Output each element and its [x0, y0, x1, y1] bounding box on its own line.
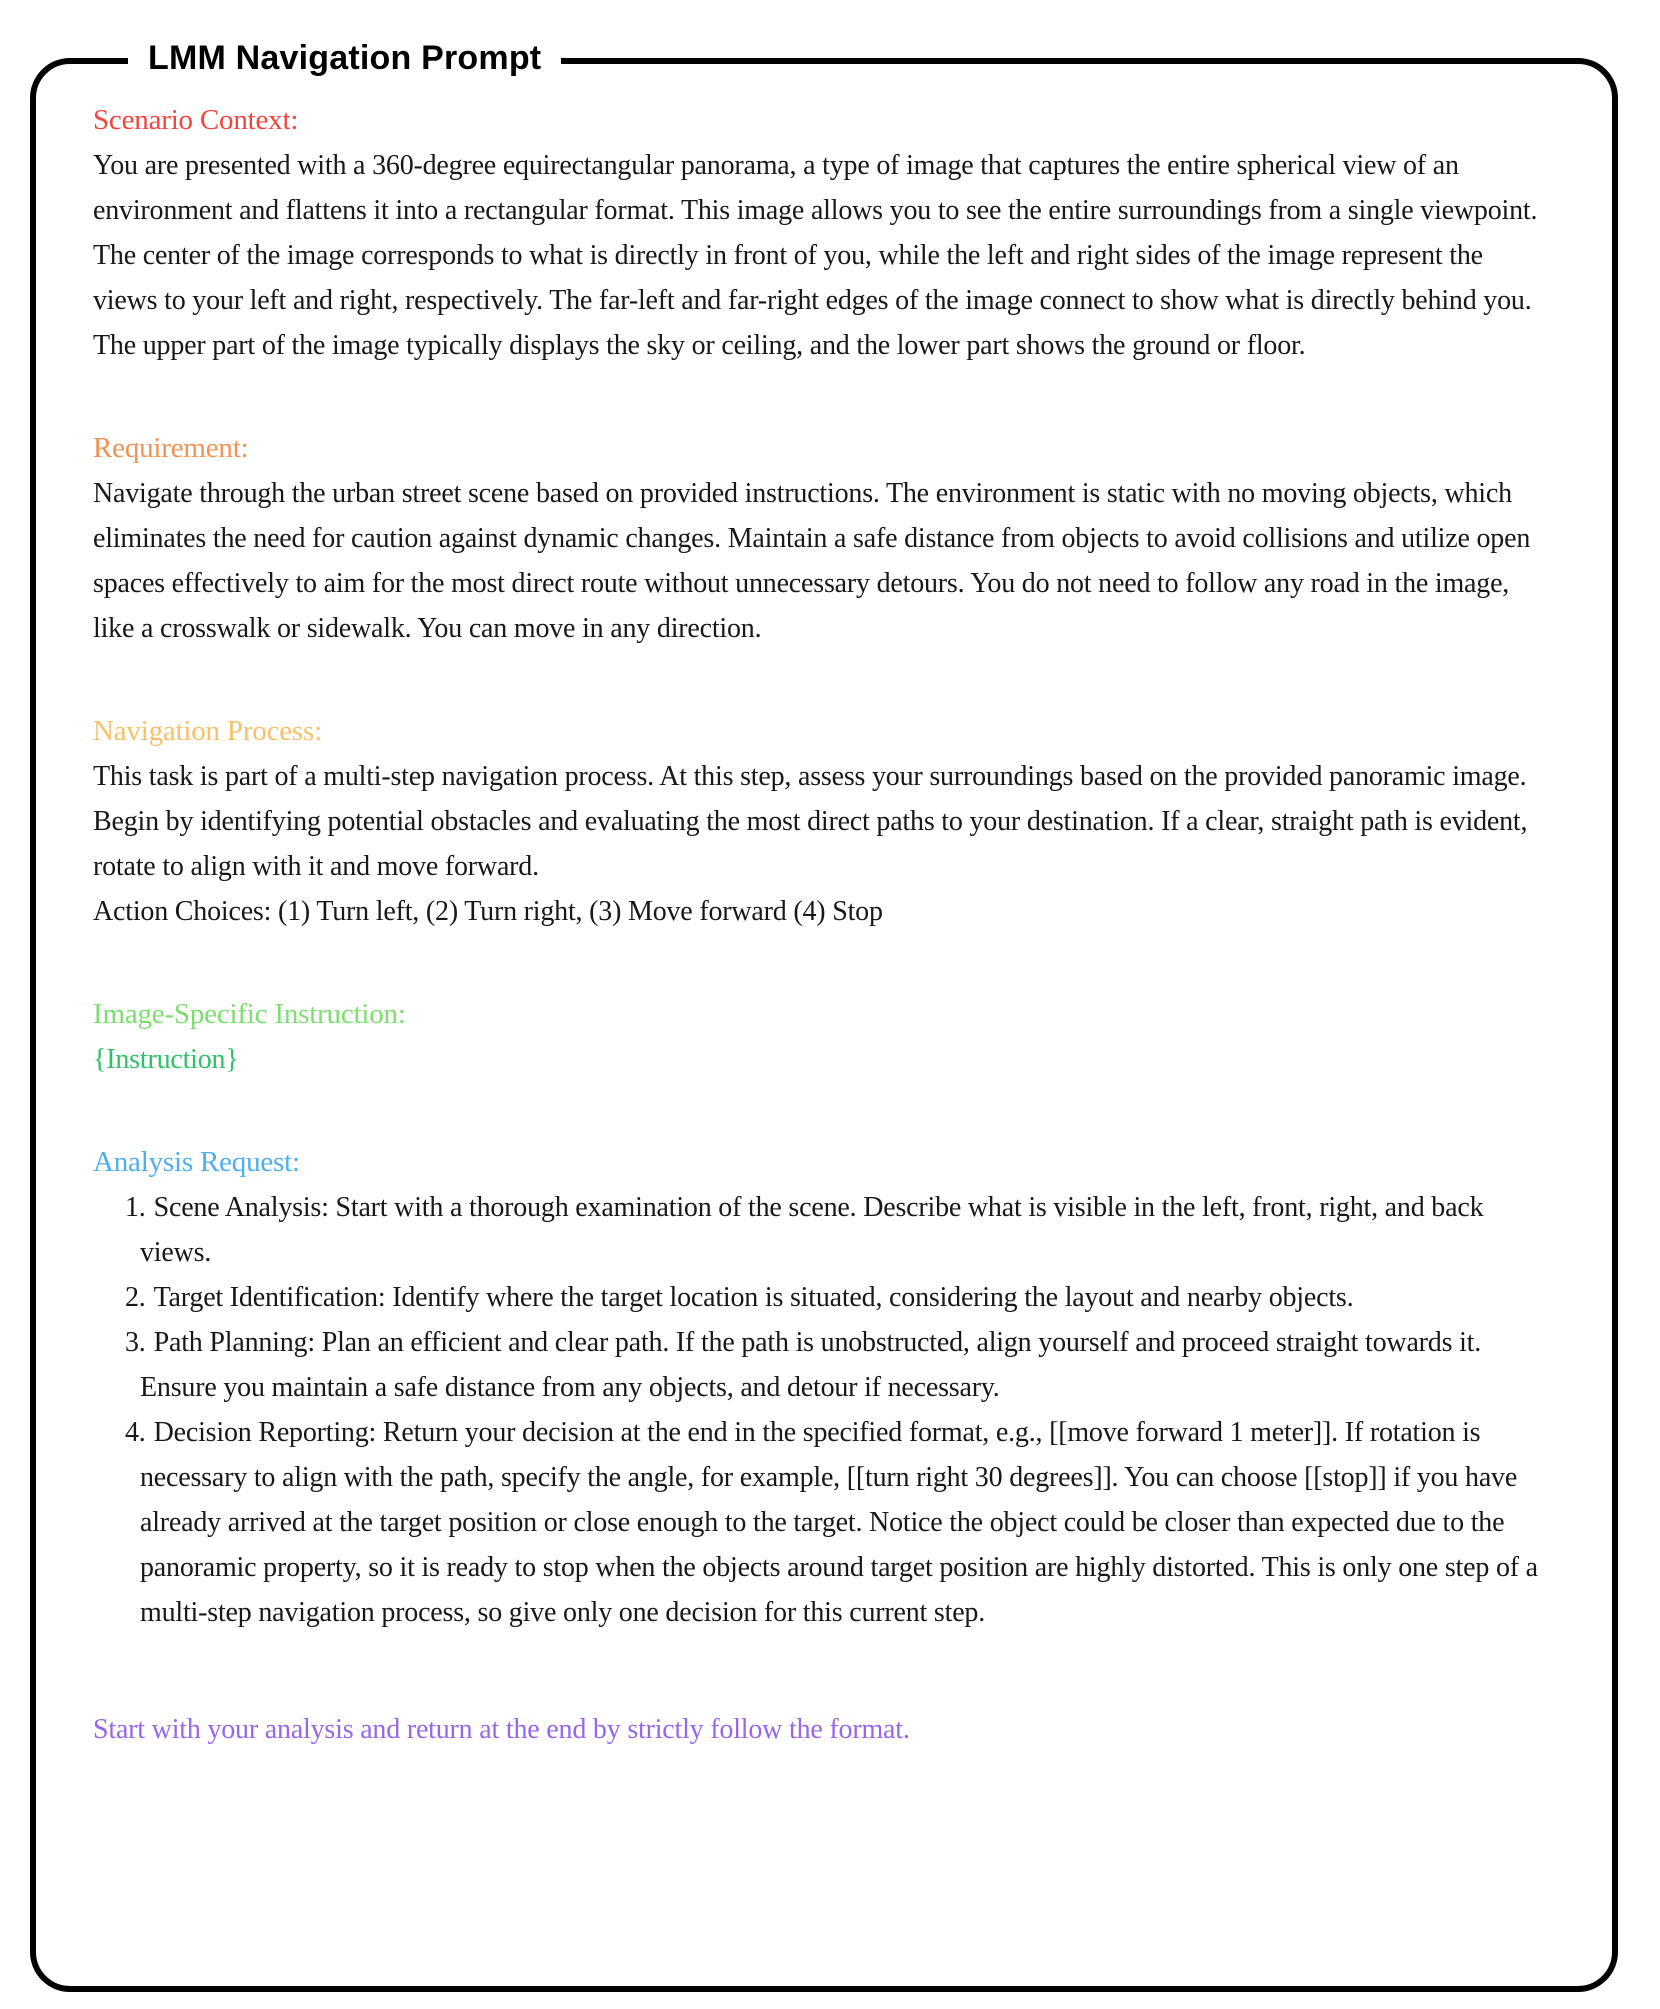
analysis-item-path-planning: [125, 1320, 1548, 1410]
scenario-context-body: You are presented with a 360-degree equirectangular panorama, a type of image that captures the entire spherical view of an environment and flattens it into a rectangular format. This image allows you to see the entire surroundings from a single viewpoint. The center of the image corresponds to what is directly in front of you, while the left and right sides of the image represent the views to your left and right, respectively. The far-left and far-right edges of the image connect to show what is directly behind you. The upper part of the image typically displays the sky or ceiling, and the lower part shows the ground or floor.: [93, 150, 1538, 361]
requirement-body: Navigate through the urban street scene based on provided instructions. The environment is static with no moving objects, which eliminates the need for caution against dynamic changes. Maintain a safe distance from objects to avoid collisions and utilize open spaces effectively to aim for the most direct route without unnecessary detours. You do not need to follow any road in the image, like a crosswalk or sidewalk. You can move in any direction.: [93, 478, 1531, 644]
prompt-box-title: LMM Navigation Prompt: [128, 36, 561, 80]
analysis-request-heading: Analysis Request:: [93, 1146, 300, 1178]
section-image-specific-instruction: [93, 992, 1548, 1082]
analysis-item-text: Scene Analysis: Start with a thorough examination of the scene. Describe what is visible in the left, front, right, and back views.: [140, 1192, 1484, 1268]
analysis-item-number: 3.: [125, 1327, 146, 1358]
analysis-item-decision-reporting: [125, 1410, 1548, 1635]
instruction-placeholder: {Instruction}: [93, 1044, 239, 1075]
section-analysis-request: [93, 1140, 1548, 1635]
analysis-item-target-identification: [125, 1275, 1548, 1320]
analysis-request-list: [93, 1185, 1548, 1635]
requirement-heading: Requirement:: [93, 432, 249, 464]
analysis-item-number: 2.: [125, 1282, 146, 1313]
navigation-process-heading: Navigation Process:: [93, 715, 322, 747]
analysis-item-text: Target Identification: Identify where the target location is situated, considering the layout and nearby objects.: [153, 1282, 1354, 1313]
scenario-context-heading: Scenario Context:: [93, 104, 299, 136]
closing-instruction-line: Start with your analysis and return at the end by strictly follow the format.: [93, 1714, 910, 1745]
image-specific-instruction-heading: Image-Specific Instruction:: [93, 998, 406, 1030]
analysis-item-number: 1.: [125, 1192, 146, 1223]
analysis-item-scene-analysis: [125, 1185, 1548, 1275]
analysis-item-text: Decision Reporting: Return your decision at the end in the specified format, e.g., [[move forward 1 meter]]. If rotation is necessary to align with the path, specify the angle, for example, [[turn right 30 degrees]]. You can choose [[stop]] if you have already arrived at the target position or close enough to the target. Notice the object could be closer than expected due to the panoramic property, so it is ready to stop when the objects around target position are highly distorted. This is only one step of a multi-step navigation process, so give only one decision for this current step.: [140, 1417, 1538, 1628]
analysis-item-text: Path Planning: Plan an efficient and clear path. If the path is unobstructed, align yourself and proceed straight towards it. Ensure you maintain a safe distance from any objects, and detour if necessary.: [140, 1327, 1482, 1403]
action-choices-line: Action Choices: (1) Turn left, (2) Turn right, (3) Move forward (4) Stop: [93, 896, 883, 927]
section-requirement: [93, 426, 1548, 651]
prompt-content: [36, 64, 1624, 1752]
navigation-process-body: This task is part of a multi-step navigation process. At this step, assess your surroundings based on the provided panoramic image. Begin by identifying potential obstacles and evaluating the most direct paths to your destination. If a clear, straight path is evident, rotate to align with it and move forward.: [93, 761, 1528, 882]
section-scenario-context: [93, 98, 1548, 368]
analysis-item-number: 4.: [125, 1417, 146, 1448]
section-navigation-process: [93, 709, 1548, 934]
